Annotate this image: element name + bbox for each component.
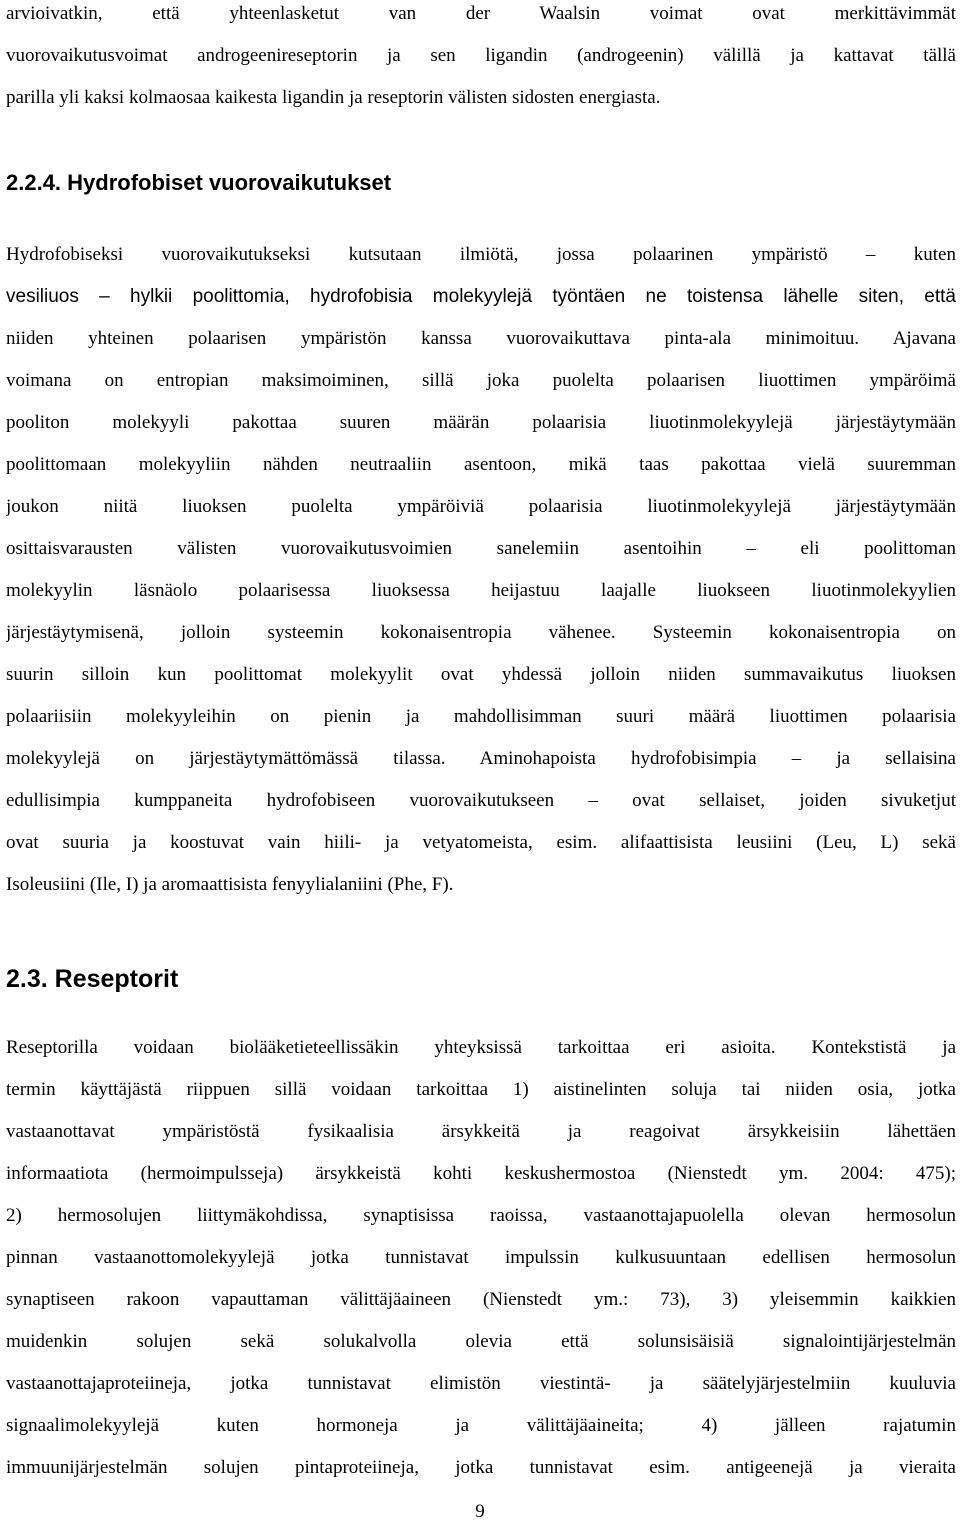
paragraph-line: voimana on entropian maksimoiminen, sillä joka puolelta polaarisen liuottimen ympäröimä xyxy=(6,370,956,391)
paragraph-line: joukon niitä liuoksen puolelta ympäröiviä polaarisia liuotinmolekyylejä järjestäytymään xyxy=(6,496,956,517)
paragraph-line: signaalimolekyylejä kuten hormoneja ja välittäjäaineita; 4) jälleen rajatumin xyxy=(6,1415,956,1436)
paragraph-line: niiden yhteinen polaarisen ympäristön kanssa vuorovaikuttava pinta-ala minimoituu. Ajavana xyxy=(6,328,956,349)
paragraph-line: ovat suuria ja koostuvat vain hiili- ja vetyatomeista, esim. alifaattisista leusiini (Leu, L) sekä xyxy=(6,832,956,853)
paragraph-line: Hydrofobiseksi vuorovaikutukseksi kutsutaan ilmiötä, jossa polaarinen ympäristö – kuten xyxy=(6,244,956,265)
paragraph-line: parilla yli kaksi kolmaosaa kaikesta ligandin ja reseptorin välisten sidosten energiasta. xyxy=(6,87,661,108)
paragraph-line: vastaanottavat ympäristöstä fysikaalisia ärsykkeitä ja reagoivat ärsykkeisiin lähettäen xyxy=(6,1121,956,1142)
paragraph-line: termin käyttäjästä riippuen sillä voidaan tarkoittaa 1) aistinelinten soluja tai niiden osia, jotka xyxy=(6,1079,956,1100)
paragraph-line: immuunijärjestelmän solujen pintaproteiineja, jotka tunnistavat esim. antigeenejä ja vieraita xyxy=(6,1457,956,1478)
paragraph-line: Reseptorilla voidaan biolääketieteellissäkin yhteyksissä tarkoittaa eri asioita. Kontekstistä ja xyxy=(6,1037,956,1058)
paragraph-line: pooliton molekyyli pakottaa suuren määrän polaarisia liuotinmolekyylejä järjestäytymään xyxy=(6,412,956,433)
paragraph-line: osittaisvarausten välisten vuorovaikutusvoimien sanelemiin asentoihin – eli poolittoman xyxy=(6,538,956,559)
paragraph-line: arvioivatkin, että yhteenlasketut van der Waalsin voimat ovat merkittävimmät xyxy=(6,3,956,24)
paragraph-line: vesiliuos – hylkii poolittomia, hydrofobisia molekyylejä työntäen ne toistensa lähelle siten, että xyxy=(6,286,956,307)
paragraph-line: molekyylejä on järjestäytymättömässä tilassa. Aminohapoista hydrofobisimpia – ja sellaisina xyxy=(6,748,956,769)
section-heading: 2.3. Reseptorit xyxy=(6,965,179,993)
paragraph-line: polaariisiin molekyyleihin on pienin ja mahdollisimman suuri määrä liuottimen polaarisia xyxy=(6,706,956,727)
paragraph-line: muidenkin solujen sekä solukalvolla olevia että solunsisäisiä signalointijärjestelmän xyxy=(6,1331,956,1352)
paragraph-line: edullisimpia kumppaneita hydrofobiseen vuorovaikutukseen – ovat sellaiset, joiden sivuketjut xyxy=(6,790,956,811)
page-number: 9 xyxy=(475,1501,485,1522)
paragraph-line: järjestäytymisenä, jolloin systeemin kokonaisentropia vähenee. Systeemin kokonaisentropia on xyxy=(6,622,956,643)
paragraph-line: suurin silloin kun poolittomat molekyylit ovat yhdessä jolloin niiden summavaikutus liuoksen xyxy=(6,664,956,685)
paragraph-line: informaatiota (hermoimpulsseja) ärsykkeistä kohti keskushermostoa (Nienstedt ym. 2004: 475); xyxy=(6,1163,956,1184)
paragraph-line: pinnan vastaanottomolekyylejä jotka tunnistavat impulssin kulkusuuntaan edellisen hermosolun xyxy=(6,1247,956,1268)
paragraph-line: Isoleusiini (Ile, I) ja aromaattisista fenyylialaniini (Phe, F). xyxy=(6,874,454,895)
paragraph-line: 2) hermosolujen liittymäkohdissa, synaptisissa raoissa, vastaanottajapuolella olevan hermosolun xyxy=(6,1205,956,1226)
paragraph-line: synaptiseen rakoon vapauttaman välittäjäaineen (Nienstedt ym.: 73), 3) yleisemmin kaikkien xyxy=(6,1289,956,1310)
paragraph-line: poolittomaan molekyyliin nähden neutraaliin asentoon, mikä taas pakottaa vielä suuremman xyxy=(6,454,956,475)
paragraph-line: vastaanottajaproteiineja, jotka tunnistavat elimistön viestintä- ja säätelyjärjestelmiin kuuluvia xyxy=(6,1373,956,1394)
paragraph-line: molekyylin läsnäolo polaarisessa liuoksessa heijastuu laajalle liuokseen liuotinmolekyylien xyxy=(6,580,956,601)
paragraph-line: vuorovaikutusvoimat androgeenireseptorin ja sen ligandin (androgeenin) välillä ja kattavat tällä xyxy=(6,45,956,66)
section-heading: 2.2.4. Hydrofobiset vuorovaikutukset xyxy=(6,170,392,195)
